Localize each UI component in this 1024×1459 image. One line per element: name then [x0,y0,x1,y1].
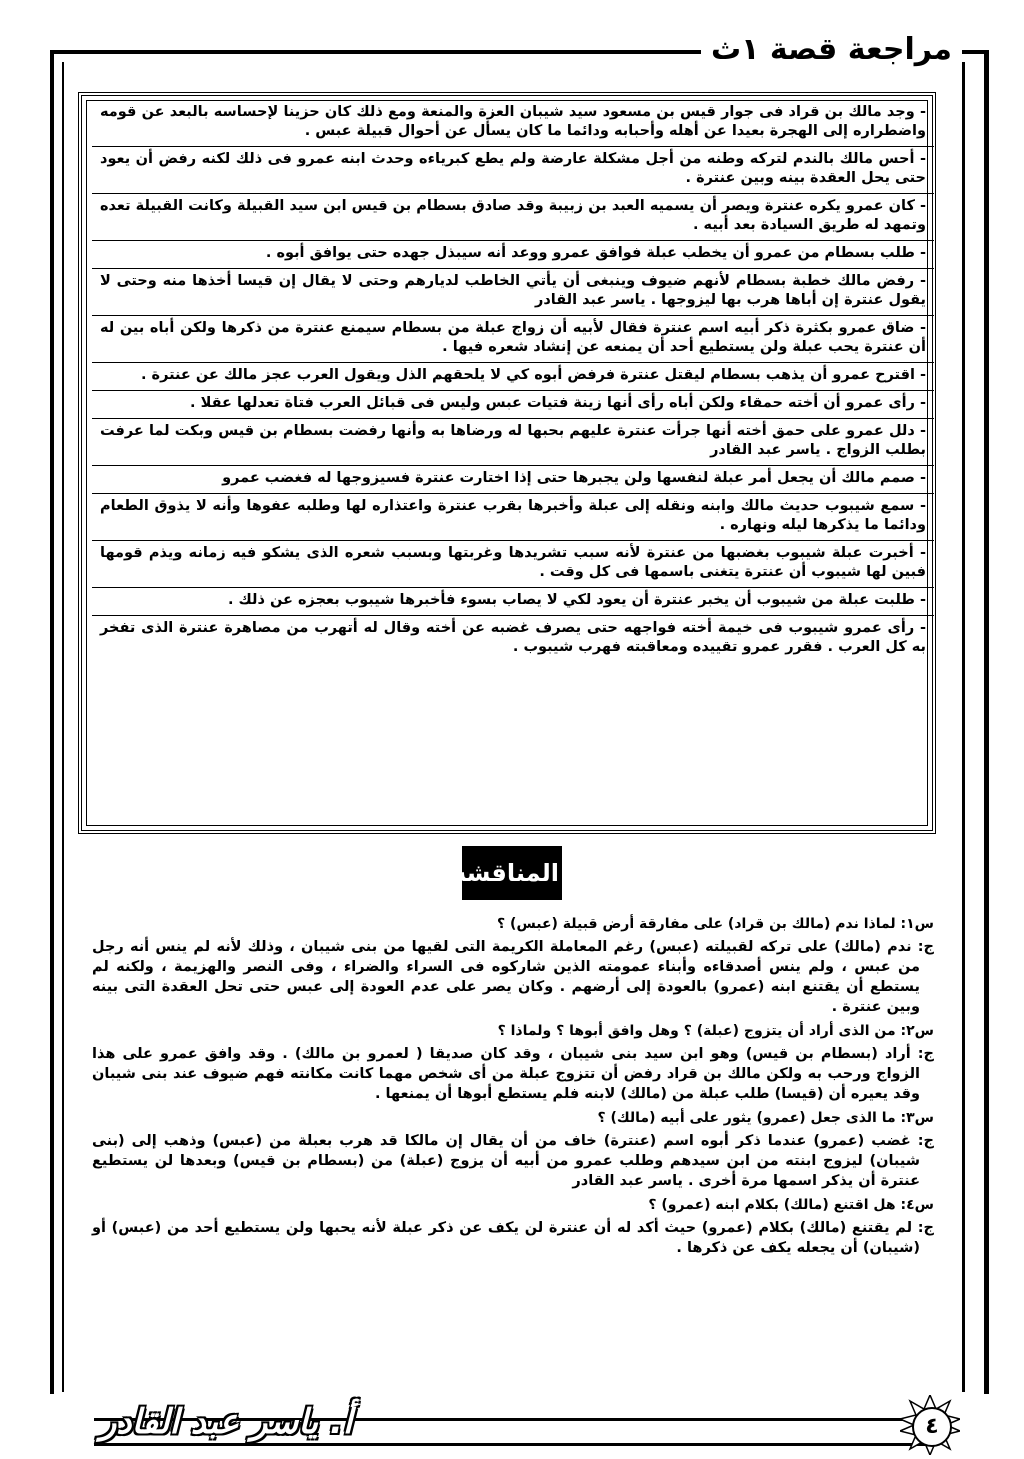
summary-item: - طلب بسطام من عمرو أن يخطب عبلة فوافق عمرو ووعد أنه سيبذل جهده حتى يوافق أبوه . [92,241,934,269]
page-number: ٤ [912,1407,952,1447]
answer: ج: أراد (بسطام بن قيس) وهو ابن سيد بنى شيبان ، وقد كان صديقا ( لعمرو بن مالك) . وقد وافق عمرو على هذا الزواج ورحب به ولكن مالك بن قراد رفض أن تتزوج عبلة من أى شخص مهما كانت مكانته فهم ضيوف عند بنى شيبان وقد يعيره أن (قيسا) طلب عبلة من (مالك) لابنه فلم يستطع أبوها أن يمنعها . [92,1046,934,1102]
answer: ج: لم يقتنع (مالك) بكلام (عمرو) حيث أكد له أن عنترة لن يكف عن ذكر عبلة لأنه يحبها ولن يستطيع أحد من (عبس) أو (شيبان) أن يجعله يكف عن ذكرها . [92,1220,934,1256]
summary-item: - صمم مالك أن يجعل أمر عبلة لنفسها ولن يجبرها حتى إذا اختارت عنترة فسيزوجها له فغضب عمرو [92,466,934,494]
summary-item: - كان عمرو يكره عنترة ويصر أن يسميه العبد بن زبيبة وقد صادق بسطام بن قيس ابن سيد القبيلة وكانت القبيلة تعده وتمهد له طريق السيادة بعد أبيه . [92,194,934,241]
summary-item: - اقترح عمرو أن يذهب بسطام ليقتل عنترة فرفض أبوه كي لا يلحقهم الذل ويقول العرب عجز مالك عن عنترة . [92,363,934,391]
discussion-qa [92,910,934,1262]
summary-item: - وجد مالك بن قراد فى جوار قيس بن مسعود سيد شيبان العزة والمنعة ومع ذلك كان حزينا لإحساسه بالبعد عن قومه واضطراره إلى الهجرة بعيدا عن أهله وأحبابه ودائما ما كان يسأل عن أحوال قبيلة عبس . [92,100,934,147]
question: س٣: ما الذى جعل (عمرو) يثور على أبيه (مالك) ؟ [597,1110,934,1126]
page-title: مراجعة قصة ١ث [701,30,962,70]
question: س١: لماذا ندم (مالك بن قراد) على مفارقة أرض قبيلة (عبس) ؟ [497,916,934,932]
summary-item: - أحس مالك بالندم لتركه وطنه من أجل مشكلة عارضة ولم يطع كبرياءه وحدث ابنه عمرو فى ذلك لكنه رفض أن يعود حتى يحل العقدة بينه وبين عنترة . [92,147,934,194]
summary-item: - رفض مالك خطبة بسطام لأنهم ضيوف وينبغى أن يأتي الخاطب لديارهم وحتى لا يقال إن قيسا أخذها منه وحتى لا يقول عنترة إن أباها هرب بها ليزوجها . ياسر عبد القادر [92,269,934,316]
summary-item: - ضاق عمرو بكثرة ذكر أبيه اسم عنترة فقال لأبيه أن زواج عبلة من بسطام سيمنع عنترة من ذكرها ولكن أباه بين له أن عنترة يحب عبلة ولن يستطيع أحد أن يمنعه عن إنشاد شعره فيها . [92,316,934,363]
summary-item: - أخبرت عبلة شيبوب بغضبها من عنترة لأنه سبب تشريدها وغربتها وبسبب شعره الذى يشكو فيه زمانه ويذم قومها فبين لها شيبوب أن عنترة يتغنى باسمها فى كل وقت . [92,541,934,588]
summary-item: - رأى عمرو شيبوب فى خيمة أخته فواجهه حتى يصرف غضبه عن أخته وقال له أتهرب من مصاهرة عنترة الذى تفخر به كل العرب . فقرر عمرو تقييده ومعاقبته فهرب شيبوب . [100,620,926,655]
page-number-badge [900,1395,960,1455]
frame-left-inner [62,62,64,1392]
frame-right-inner [962,62,965,1392]
summary-item: - طلبت عبلة من شيبوب أن يخبر عنترة أن يعود لكي لا يصاب بسوء فأخبرها شيبوب بعجزه عن ذلك . [92,588,934,616]
summary-item: - رأى عمرو أن أخته حمقاء ولكن أباه رأى أنها زينة فتيات عبس وليس فى قبائل العرب فتاة تعدلها عقلا . [92,391,934,419]
summary-item: - سمع شيبوب حديث مالك وابنه ونقله إلى عبلة وأخبرها بقرب عنترة واعتذاره لها وطلبه عفوها وأنه لا يذوق الطعام ودائما ما يذكرها ليله ونهاره . [92,494,934,541]
summary-list [92,100,934,662]
answer: ج: غضب (عمرو) عندما ذكر أبوه اسم (عنترة) خاف من أن يقال إن مالكا قد هرب بعبلة من (عبس) وذهب إلى (بنى شيبان) ليزوج ابنته من ابن سيدهم وطلب عمرو من أبيه أن يزوج (عبلة) من (بسطام بن قيس) وبعدها لن يستطيع عنترة أن يذكر اسمها مرة أخرى . ياسر عبد القادر [92,1133,934,1189]
author-signature: أ. ياسر عبد القادر [100,1402,353,1442]
summary-item: - دلل عمرو على حمق أخته أنها جرأت عنترة عليهم بحبها له ورضاها به وأنها رفضت بسطام بن قيس وبكت لما عرفت بطلب الزواج . ياسر عبد القادر [92,419,934,466]
answer: ج: ندم (مالك) على تركه لقبيلته (عبس) رغم المعاملة الكريمة التى لقيها من بنى شيبان ، وذلك لأنه لم ينس أنه رجل من عبس ، ولم ينس أصدقاءه وأبناء عمومته الذين شاركوه فى السراء والضراء ، وفى النصر والهزيمة ، ولكنه لم يستطع أن يقتنع ابنه (عمرو) بالعودة إلى أرضهم . وكان يصر على عدم العودة إلى عبس حتى تحل العقدة التى بينه وبين عنترة . [92,939,934,1015]
discussion-heading: المناقشة [462,846,562,900]
question: س٢: من الذى أراد أن يتزوج (عبلة) ؟ وهل وافق أبوها ؟ ولماذا ؟ [497,1023,934,1039]
header-rule [90,50,684,54]
question: س٤: هل اقتنع (مالك) بكلام ابنه (عمرو) ؟ [648,1197,934,1213]
